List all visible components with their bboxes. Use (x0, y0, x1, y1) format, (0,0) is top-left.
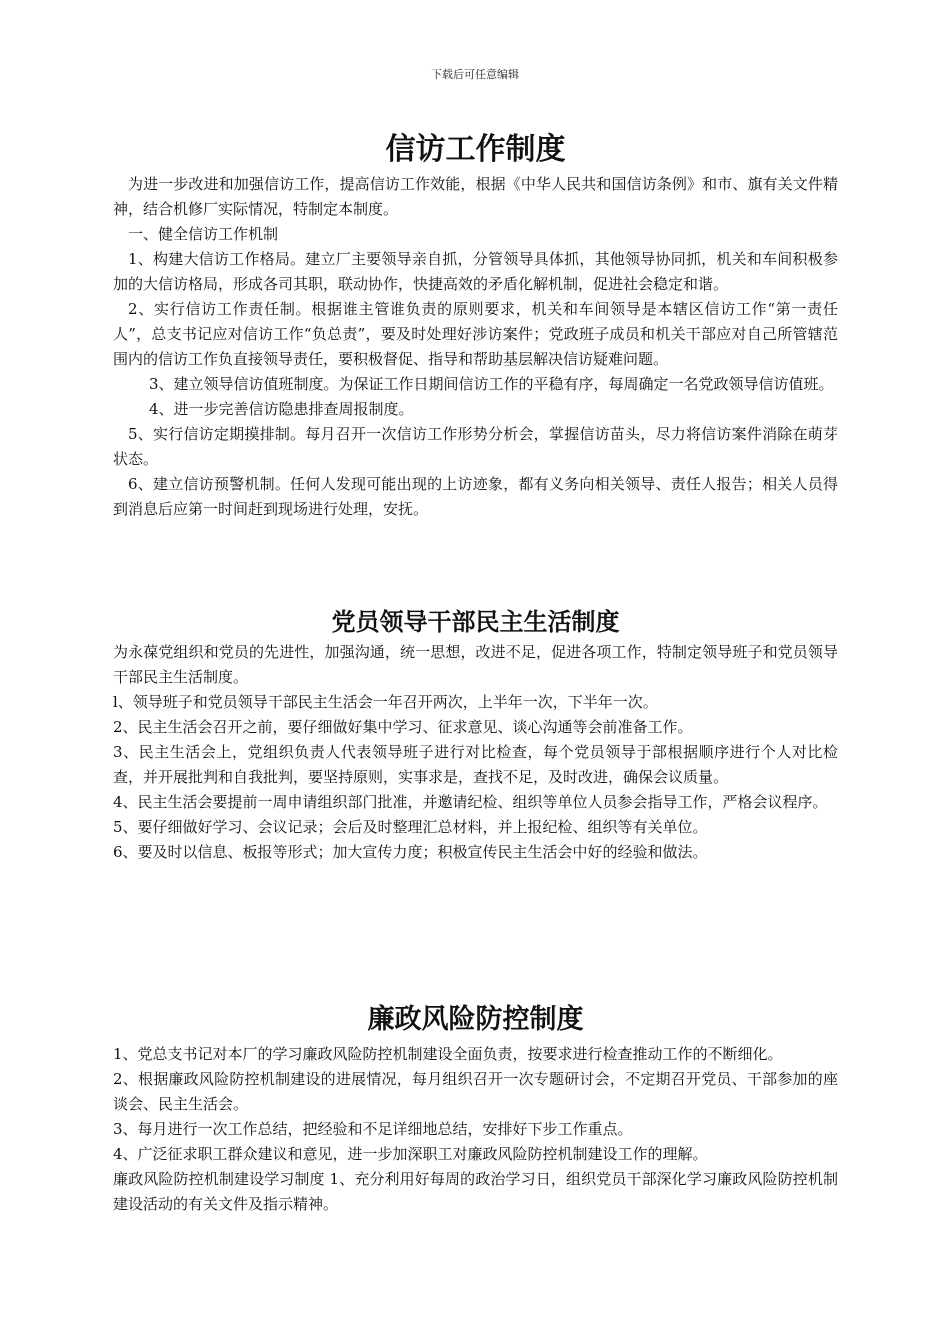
paragraph: 6、要及时以信息、板报等形式；加大宣传力度；积极宣传民主生活会中好的经验和做法。 (113, 843, 708, 861)
section-minzhu-shenghuo (113, 604, 838, 865)
paragraph: 3、民主生活会上，党组织负责人代表领导班子进行对比检查，每个党员领导于部根据顺序进行个人对比检查，并开展批判和自我批判，要坚持原则，实事求是，查找不足，及时改进，确保会议质量。 (113, 743, 838, 786)
paragraph: 3、每月进行一次工作总结，把经验和不足详细地总结，安排好下步工作重点。 (113, 1120, 633, 1138)
paragraph: 廉政风险防控机制建设学习制度 1、充分利用好每周的政治学习日，组织党员干部深化学习廉政风险防控机制建设活动的有关文件及指示精神。 (113, 1170, 838, 1213)
paragraph: 5、实行信访定期摸排制。每月召开一次信访工作形势分析会，掌握信访苗头，尽力将信访案件消除在萌芽状态。 (113, 425, 838, 468)
paragraph: 4、广泛征求职工群众建议和意见，进一步加深职工对廉政风险防控机制建设工作的理解。 (113, 1145, 708, 1163)
section-title-minzhu-shenghuo: 党员领导干部民主生活制度 (331, 607, 620, 636)
paragraph: l、领导班子和党员领导干部民主生活会一年召开两次，上半年一次，下半年一次。 (113, 693, 658, 711)
paragraph: 6、建立信访预警机制。任何人发现可能出现的上访迹象，都有义务向相关领导、责任人报告；相关人员得到消息后应第一时间赶到现场进行处理，安抚。 (113, 475, 838, 518)
paragraph: 2、民主生活会召开之前，要仔细做好集中学习、征求意见、谈心沟通等会前准备工作。 (113, 718, 693, 736)
paragraph: 为永葆党组织和党员的先进性，加强沟通，统一思想，改进不足，促进各项工作，特制定领导班子和党员领导干部民主生活制度。 (113, 643, 838, 686)
paragraph: 为进一步改进和加强信访工作，提高信访工作效能，根据《中华人民共和国信访条例》和市、旗有关文件精神，结合机修厂实际情况，特制定本制度。 (113, 175, 838, 218)
paragraph: 4、民主生活会要提前一周申请组织部门批准，并邀请纪检、组织等单位人员参会指导工作，严格会议程序。 (113, 793, 828, 811)
paragraph: 1、党总支书记对本厂的学习廉政风险防控机制建设全面负责，按要求进行检查推动工作的不断细化。 (113, 1045, 783, 1063)
paragraph: 5、要仔细做好学习、会议记录；会后及时整理汇总材料，并上报纪检、组织等有关单位。 (113, 818, 708, 836)
section-lianzheng (113, 998, 838, 1217)
paragraph: 1、构建大信访工作格局。建立厂主要领导亲自抓，分管领导具体抓，其他领导协同抓，机关和车间积极参加的大信访格局，形成各司其职，联动协作，快捷高效的矛盾化解机制，促进社会稳定和谐。 (113, 250, 838, 293)
section-title-lianzheng: 廉政风险防控制度 (367, 1004, 584, 1035)
section-title-xinfang: 信访工作制度 (385, 132, 566, 167)
paragraph: 2、根据廉政风险防控机制建设的进展情况，每月组织召开一次专题研讨会，不定期召开党员、干部参加的座谈会、民主生活会。 (113, 1070, 838, 1113)
paragraph-heading: 一、健全信访工作机制 (128, 225, 279, 243)
paragraph: 3、建立领导信访值班制度。为保证工作日期间信访工作的平稳有序，每周确定一名党政领导信访值班。 (149, 375, 834, 393)
paragraph: 2、实行信访工作责任制。根据谁主管谁负责的原则要求，机关和车间领导是本辖区信访工作“第一责任人”，总支书记应对信访工作“负总责”，要及时处理好涉访案件；党政班子成员和机关干部应对自己所管辖范围内的信访工作负直接领导责任，要积极督促、指导和帮助基层解决信访疑难问题。 (113, 300, 838, 368)
page-header: 下载后可任意编辑 (431, 68, 519, 81)
paragraph: 4、进一步完善信访隐患排查周报制度。 (149, 400, 414, 418)
section-xinfang (113, 128, 838, 522)
